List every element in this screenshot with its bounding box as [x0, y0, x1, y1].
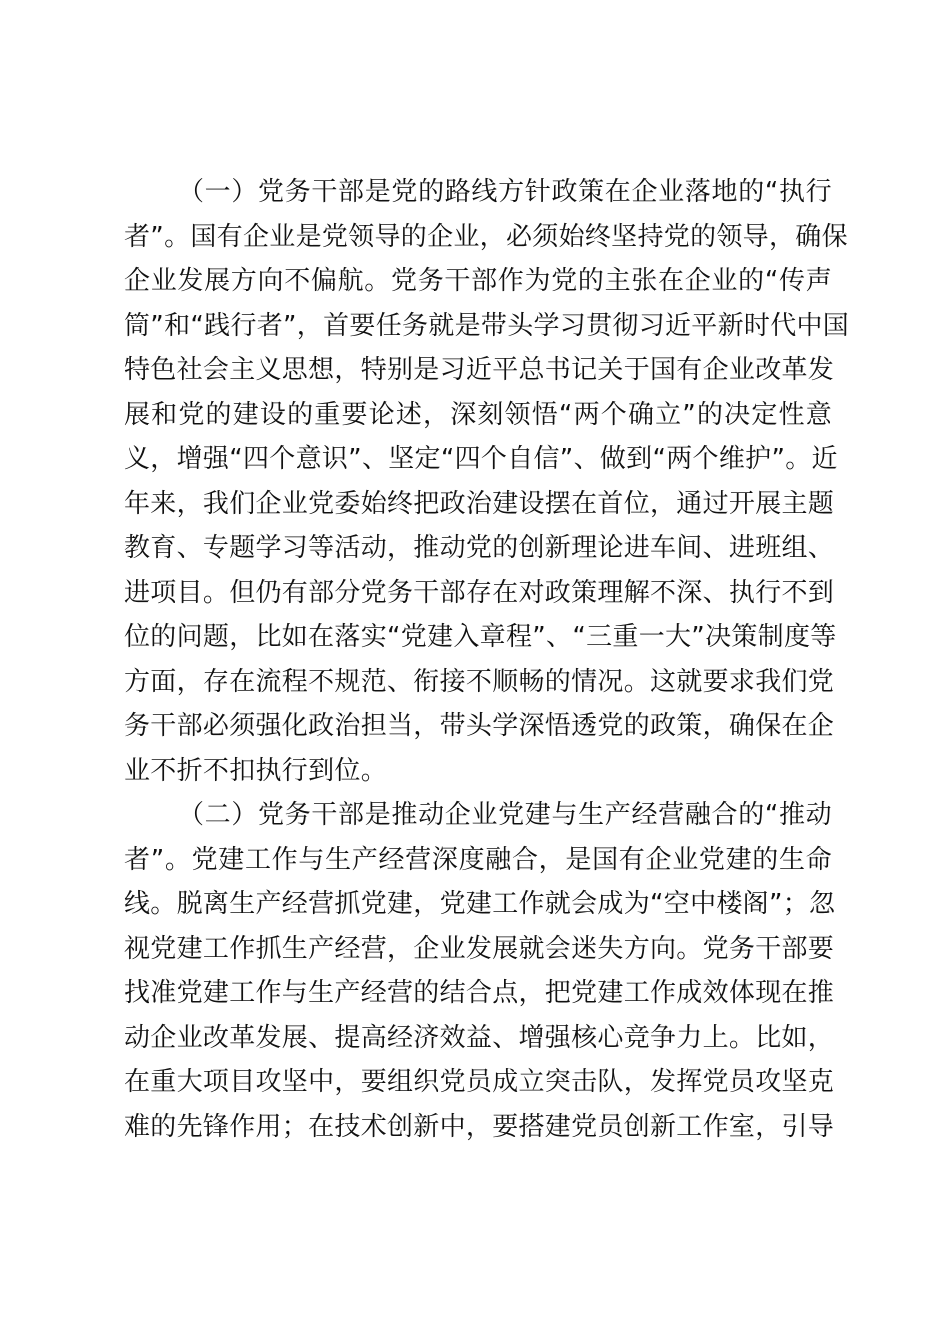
text-line: 位的问题，比如在落实“党建入章程”、“三重一大”决策制度等: [124, 622, 837, 652]
text-line: 务干部必须强化政治担当，带头学深悟透党的政策，确保在企: [124, 711, 835, 741]
text-line: 动企业改革发展、提高经济效益、增强核心竞争力上。比如，: [124, 1022, 835, 1053]
text-line: 方面，存在流程不规范、衔接不顺畅的情况。这就要求我们党: [124, 666, 835, 697]
text-line: 展和党的建设的重要论述，深刻领悟“两个确立”的决定性意: [124, 399, 832, 430]
text-line: （二）党务干部是推动企业党建与生产经营融合的“推动: [178, 800, 832, 830]
text-line: （一）党务干部是党的路线方针政策在企业落地的“执行: [178, 177, 832, 207]
text-line: 业不折不扣执行到位。: [124, 755, 388, 786]
paragraph-2: [124, 793, 836, 1149]
text-line: 年来，我们企业党委始终把政治建设摆在首位，通过开展主题: [124, 488, 835, 519]
text-line: 难的先锋作用；在技术创新中，要搭建党员创新工作室，引导: [124, 1111, 835, 1142]
text-line: 线。脱离生产经营抓党建，党建工作就会成为“空中楼阁”；忽: [124, 889, 836, 919]
text-line: 进项目。但仍有部分党务干部存在对政策理解不深、执行不到: [124, 577, 835, 608]
body-text: [124, 170, 850, 1149]
text-line: 教育、专题学习等活动，推动党的创新理论进车间、进班组、: [124, 533, 835, 563]
text-line: 者”。国有企业是党领导的企业，必须始终坚持党的领导，确保: [124, 221, 848, 252]
text-line: 在重大项目攻坚中，要组织党员成立突击队，发挥党员攻坚克: [124, 1067, 835, 1097]
paragraph-1: [124, 170, 850, 793]
text-line: 特色社会主义思想，特别是习近平总书记关于国有企业改革发: [124, 355, 835, 385]
text-line: 义，增强“四个意识”、坚定“四个自信”、做到“两个维护”。近: [124, 444, 838, 474]
text-line: 筒”和“践行者”，首要任务就是带头学习贯彻习近平新时代中国: [124, 310, 850, 341]
text-line: 者”。党建工作与生产经营深度融合，是国有企业党建的生命: [124, 844, 832, 875]
text-line: 视党建工作抓生产经营，企业发展就会迷失方向。党务干部要: [124, 933, 835, 964]
text-line: 企业发展方向不偏航。党务干部作为党的主张在企业的“传声: [124, 266, 832, 296]
text-line: 找准党建工作与生产经营的结合点，把党建工作成效体现在推: [124, 978, 835, 1008]
